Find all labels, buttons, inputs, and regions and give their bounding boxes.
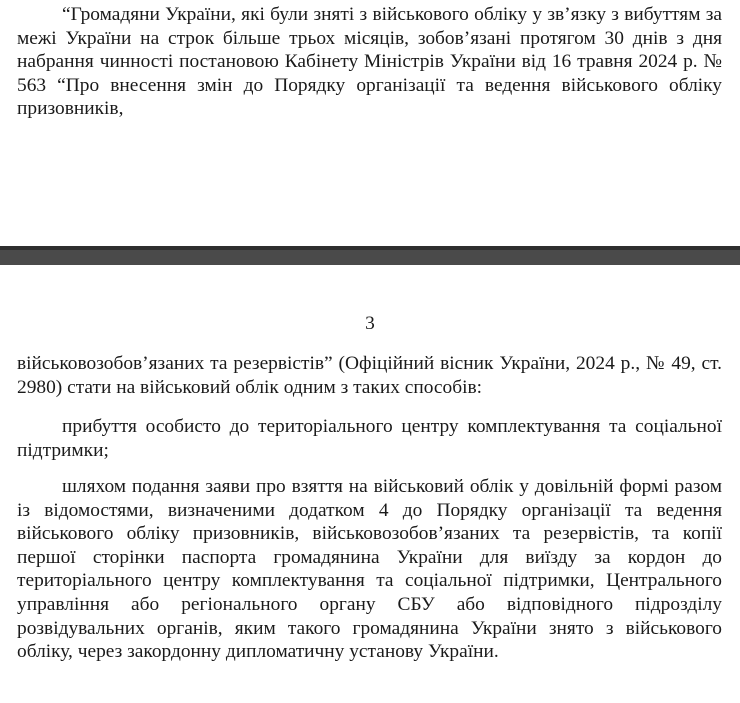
paragraph-continuation: військовозобов’язаних та резервістів” (Офіційний вісник України, 2024 р., № 49, ст. 2980) стати на військовий облік одним з таких способів: bbox=[17, 353, 722, 398]
paragraph-intro: “Громадяни України, які були зняті з військового обліку у зв’язку з вибуттям за межі України на строк більше трьох місяців, зобов’язані протягом 30 днів з дня набрання чинності постановою Кабінету Міністрів України від 16 травня 2024 р. № 563 “Про внесення змін до Порядку організації та ведення військового обліку призовників, bbox=[17, 4, 722, 120]
paragraph-option-in-person: прибуття особисто до територіального центру комплектування та соціальної підтримки; bbox=[17, 416, 722, 461]
page-separator-shadow bbox=[0, 246, 740, 250]
page-number: 3 bbox=[365, 313, 375, 334]
paragraph-option-application: шляхом подання заяви про взяття на військовий облік у довільній формі разом із відомостями, визначеними додатком 4 до Порядку організації та ведення військового обліку призовників, військовозобов’язаних та резервістів, та копії першої сторінки паспорта громадянина України для виїзду за кордон до територіального центру комплектування та соціальної підтримки, Центрального управління або регіонального органу СБУ або відповідного підрозділу розвідувальних органів, яким такого громадянина України знято з військового обліку, через закордонну дипломатичну установу України. bbox=[17, 476, 722, 663]
document-page-top bbox=[0, 0, 740, 246]
